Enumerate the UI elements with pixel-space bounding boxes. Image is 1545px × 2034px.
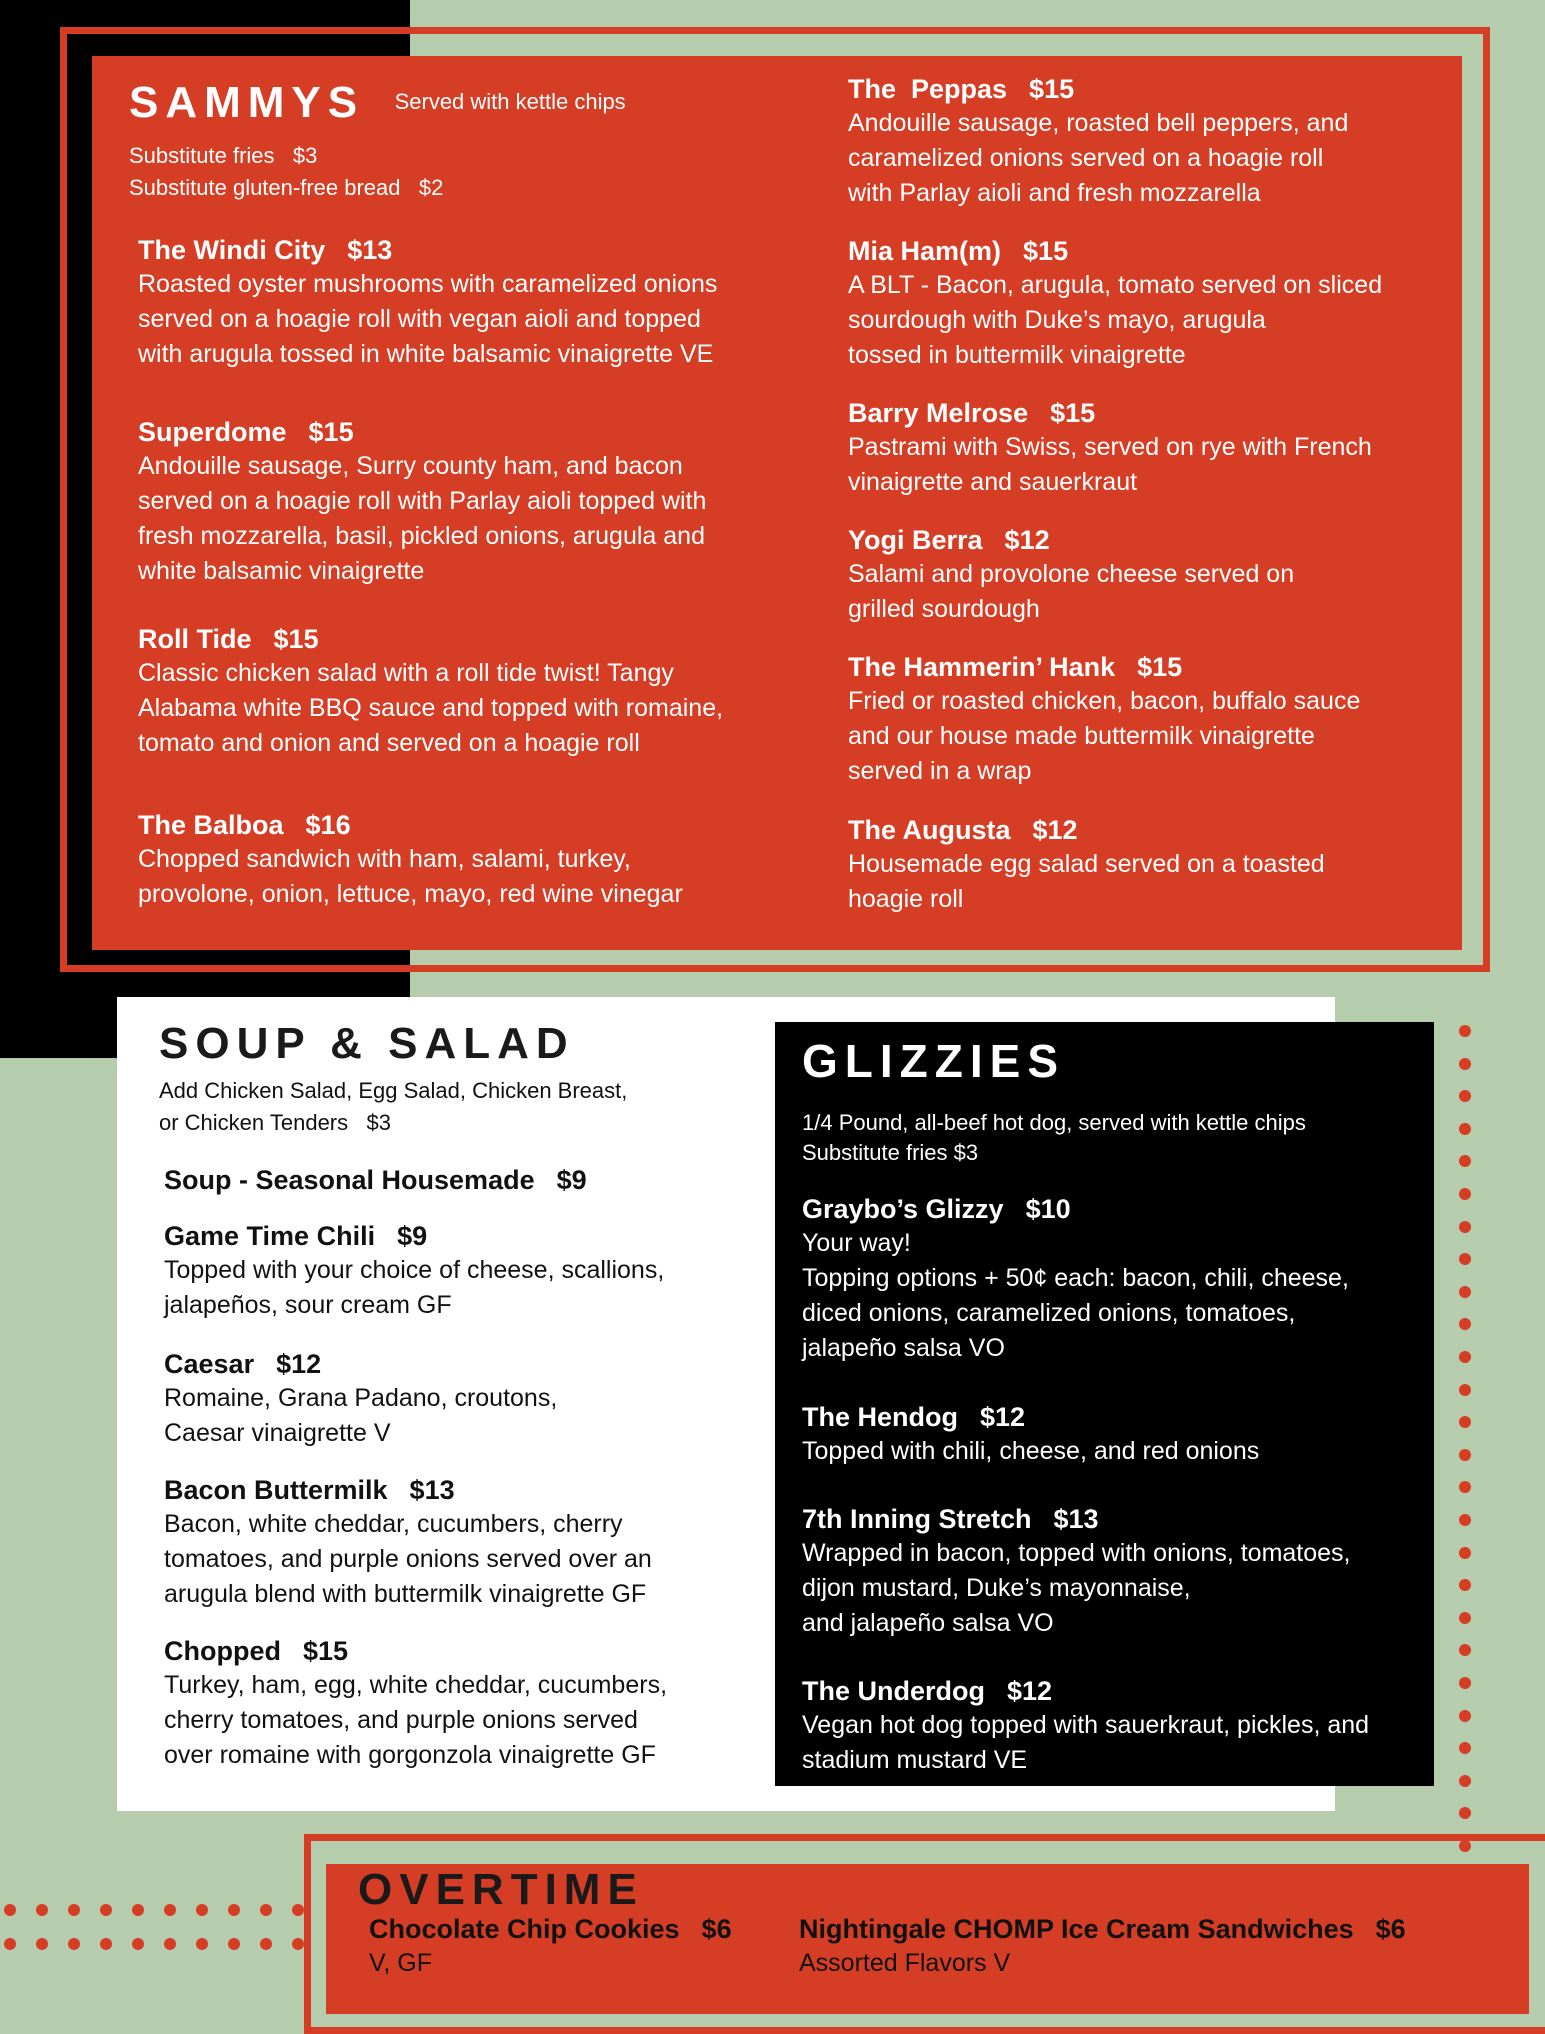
item-desc: Roasted oyster mushrooms with caramelized onions xyxy=(138,270,718,298)
item-name: Barry Melrose xyxy=(848,398,1029,428)
decor-dot xyxy=(1459,1775,1471,1787)
menu-item xyxy=(164,1347,557,1451)
item-desc: tossed in buttermilk vinaigrette xyxy=(848,341,1186,369)
item-price: $15 xyxy=(273,624,319,654)
item-price: $9 xyxy=(397,1221,428,1251)
item-name: Soup - Seasonal Housemade xyxy=(164,1165,535,1195)
item-desc: served on a hoagie roll with vegan aioli and topped xyxy=(138,305,701,333)
item-desc: Assorted Flavors V xyxy=(799,1949,1011,1977)
menu-item xyxy=(802,1674,1369,1778)
item-desc: Andouille sausage, roasted bell peppers, and xyxy=(848,109,1349,137)
item-desc: Romaine, Grana Padano, croutons, xyxy=(164,1384,558,1412)
menu-item xyxy=(802,1192,1349,1366)
item-desc: Vegan hot dog topped with sauerkraut, pickles, and xyxy=(802,1711,1370,1739)
decor-dot xyxy=(1459,1514,1471,1526)
decor-dot xyxy=(1459,1807,1471,1819)
item-desc: dijon mustard, Duke’s mayonnaise, xyxy=(802,1574,1191,1602)
item-price: $10 xyxy=(1025,1194,1071,1224)
item-desc: fresh mozzarella, basil, pickled onions, arugula and xyxy=(138,522,705,550)
item-desc: Andouille sausage, Surry county ham, and bacon xyxy=(138,452,683,480)
item-desc: Your way! xyxy=(802,1229,911,1257)
item-price: $15 xyxy=(308,417,354,447)
item-name: The Balboa xyxy=(138,810,284,840)
decor-dot xyxy=(1459,1221,1471,1233)
item-name: The Augusta xyxy=(848,815,1011,845)
item-desc: with Parlay aioli and fresh mozzarella xyxy=(848,179,1261,207)
item-name: Game Time Chili xyxy=(164,1221,376,1251)
menu-item xyxy=(848,234,1382,373)
item-desc: hoagie roll xyxy=(848,885,964,913)
item-name: Nightingale CHOMP Ice Cream Sandwiches xyxy=(799,1914,1354,1944)
item-desc: Fried or roasted chicken, bacon, buffalo sauce xyxy=(848,687,1361,715)
decor-dot xyxy=(1459,1025,1471,1037)
item-desc: with arugula tossed in white balsamic vinaigrette VE xyxy=(138,340,714,368)
decor-dot xyxy=(100,1938,112,1950)
item-name: The Underdog xyxy=(802,1676,985,1706)
decor-dot xyxy=(132,1938,144,1950)
item-price: $6 xyxy=(1375,1914,1406,1944)
decor-dot xyxy=(132,1904,144,1916)
item-name: Roll Tide xyxy=(138,624,252,654)
item-desc: cherry tomatoes, and purple onions served xyxy=(164,1706,638,1734)
decor-dot xyxy=(1459,1449,1471,1461)
item-desc: Alabama white BBQ sauce and topped with romaine, xyxy=(138,694,724,722)
item-price: $15 xyxy=(1023,236,1069,266)
decor-dot xyxy=(260,1904,272,1916)
decor-dot xyxy=(1459,1090,1471,1102)
item-desc: tomato and onion and served on a hoagie roll xyxy=(138,729,640,757)
decor-dot xyxy=(1459,1481,1471,1493)
decor-dot xyxy=(1459,1155,1471,1167)
item-desc: and jalapeño salsa VO xyxy=(802,1609,1054,1637)
item-price: $16 xyxy=(305,810,351,840)
decor-dot xyxy=(228,1904,240,1916)
sammys-note-gluten-free: Substitute gluten-free bread $2 xyxy=(129,175,444,200)
item-name: Caesar xyxy=(164,1349,255,1379)
item-desc: jalapeños, sour cream GF xyxy=(164,1291,452,1319)
item-price: $12 xyxy=(1007,1676,1053,1706)
decor-dot xyxy=(1459,1384,1471,1396)
decor-dot xyxy=(1459,1547,1471,1559)
item-price: $13 xyxy=(1053,1504,1099,1534)
sammys-section xyxy=(92,56,1462,950)
item-name: Superdome xyxy=(138,417,287,447)
menu-item xyxy=(138,415,706,589)
item-desc: Topped with chili, cheese, and red onions xyxy=(802,1437,1260,1465)
item-desc: diced onions, caramelized onions, tomatoes, xyxy=(802,1299,1296,1327)
menu-item xyxy=(802,1502,1351,1641)
menu-item xyxy=(164,1634,667,1773)
item-desc: sourdough with Duke’s mayo, arugula xyxy=(848,306,1266,334)
decor-dot xyxy=(36,1904,48,1916)
item-name: Graybo’s Glizzy xyxy=(802,1194,1004,1224)
item-price: $15 xyxy=(1137,652,1183,682)
item-price: $15 xyxy=(302,1636,349,1666)
overtime-section xyxy=(326,1864,1529,2014)
item-desc: caramelized onions served on a hoagie roll xyxy=(848,144,1324,172)
item-desc: Bacon, white cheddar, cucumbers, cherry xyxy=(164,1510,623,1538)
decor-dot xyxy=(1459,1123,1471,1135)
item-name: Chocolate Chip Cookies xyxy=(369,1914,680,1944)
item-name: The Hendog xyxy=(802,1402,958,1432)
item-name: The Peppas xyxy=(848,74,1008,104)
menu-item xyxy=(138,808,683,912)
item-name: The Hammerin’ Hank xyxy=(848,652,1116,682)
item-price: $9 xyxy=(556,1165,587,1195)
item-price: $13 xyxy=(409,1475,455,1505)
glizzies-note: 1/4 Pound, all-beef hot dog, served with kettle chips xyxy=(802,1110,1306,1135)
item-desc: Topping options + 50¢ each: bacon, chili, cheese, xyxy=(802,1264,1349,1292)
decor-dot xyxy=(1459,1710,1471,1722)
menu-item xyxy=(138,233,717,372)
item-desc: Wrapped in bacon, topped with onions, tomatoes, xyxy=(802,1539,1351,1567)
item-desc: and our house made buttermilk vinaigrette xyxy=(848,722,1315,750)
item-desc: arugula blend with buttermilk vinaigrette GF xyxy=(164,1580,647,1608)
menu-item xyxy=(799,1912,1406,1981)
menu-item xyxy=(848,396,1372,500)
item-desc: Pastrami with Swiss, served on rye with French xyxy=(848,433,1372,461)
decor-dot xyxy=(196,1904,208,1916)
menu-item xyxy=(802,1400,1259,1469)
item-desc: Turkey, ham, egg, white cheddar, cucumbers, xyxy=(164,1671,668,1699)
item-desc: stadium mustard VE xyxy=(802,1746,1028,1774)
menu-item xyxy=(848,523,1294,627)
item-name: Chopped xyxy=(164,1636,281,1666)
item-desc: Caesar vinaigrette V xyxy=(164,1419,391,1447)
item-desc: Topped with your choice of cheese, scallions, xyxy=(164,1256,665,1284)
item-price: $12 xyxy=(1032,815,1078,845)
item-price: $12 xyxy=(276,1349,322,1379)
item-name: Bacon Buttermilk xyxy=(164,1475,388,1505)
glizzies-title: GLIZZIES xyxy=(802,1035,1065,1087)
menu-item xyxy=(164,1219,664,1323)
item-desc: white balsamic vinaigrette xyxy=(138,557,425,585)
decor-dot xyxy=(1459,1677,1471,1689)
decor-dot xyxy=(1459,1351,1471,1363)
menu-item xyxy=(369,1912,732,1981)
decor-dot xyxy=(1459,1742,1471,1754)
decor-dot xyxy=(1459,1612,1471,1624)
item-price: $6 xyxy=(701,1914,732,1944)
soup-salad-note: Add Chicken Salad, Egg Salad, Chicken Breast, xyxy=(159,1078,628,1103)
glizzies-section xyxy=(775,1022,1434,1786)
decor-dot xyxy=(68,1938,80,1950)
overtime-title: OVERTIME xyxy=(358,1865,644,1914)
item-desc: grilled sourdough xyxy=(848,595,1040,623)
decor-dot xyxy=(1459,1416,1471,1428)
sammys-title: SAMMYS xyxy=(129,78,365,127)
item-desc: Classic chicken salad with a roll tide twist! Tangy xyxy=(138,659,674,687)
sammys-subtitle: Served with kettle chips xyxy=(394,89,626,114)
menu-item xyxy=(164,1163,587,1197)
decor-dot xyxy=(1459,1188,1471,1200)
item-price: $13 xyxy=(347,235,393,265)
item-desc: tomatoes, and purple onions served over an xyxy=(164,1545,652,1573)
decor-dot xyxy=(1459,1253,1471,1265)
menu-item xyxy=(848,72,1348,211)
decor-dot xyxy=(260,1938,272,1950)
item-desc: served on a hoagie roll with Parlay aioli topped with xyxy=(138,487,707,515)
decor-dot xyxy=(1459,1579,1471,1591)
menu-item xyxy=(138,622,723,761)
item-desc: vinaigrette and sauerkraut xyxy=(848,468,1138,496)
item-desc: served in a wrap xyxy=(848,757,1032,785)
decor-dot xyxy=(4,1904,16,1916)
decor-dot xyxy=(36,1938,48,1950)
decor-dot xyxy=(4,1938,16,1950)
decor-dot xyxy=(1459,1644,1471,1656)
item-name: 7th Inning Stretch xyxy=(802,1504,1032,1534)
decor-dot xyxy=(228,1938,240,1950)
decor-dot xyxy=(196,1938,208,1950)
item-name: The Windi City xyxy=(138,235,326,265)
menu-item xyxy=(164,1473,652,1612)
menu-item xyxy=(848,650,1360,789)
item-desc: jalapeño salsa VO xyxy=(802,1334,1005,1362)
decor-dot xyxy=(100,1904,112,1916)
item-price: $15 xyxy=(1050,398,1096,428)
decor-dot xyxy=(1459,1318,1471,1330)
item-name: Yogi Berra xyxy=(848,525,983,555)
glizzies-note: Substitute fries $3 xyxy=(802,1140,979,1165)
soup-salad-title: SOUP & SALAD xyxy=(159,1019,575,1068)
item-desc: Salami and provolone cheese served on xyxy=(848,560,1295,588)
item-name: Mia Ham(m) xyxy=(848,236,1002,266)
menu-item xyxy=(848,813,1325,917)
decor-dot xyxy=(1459,1286,1471,1298)
sammys-note-fries: Substitute fries $3 xyxy=(129,143,318,168)
item-price: $12 xyxy=(1004,525,1050,555)
decor-dot xyxy=(164,1938,176,1950)
item-desc: over romaine with gorgonzola vinaigrette GF xyxy=(164,1741,656,1769)
item-desc: A BLT - Bacon, arugula, tomato served on sliced xyxy=(848,271,1383,299)
item-desc: Chopped sandwich with ham, salami, turkey, xyxy=(138,845,631,873)
item-desc: provolone, onion, lettuce, mayo, red wine vinegar xyxy=(138,880,683,908)
soup-salad-note: or Chicken Tenders $3 xyxy=(159,1110,391,1135)
decor-dot xyxy=(1459,1058,1471,1070)
item-desc: V, GF xyxy=(369,1949,432,1977)
decor-dot xyxy=(68,1904,80,1916)
decor-dot xyxy=(292,1904,304,1916)
decor-dot xyxy=(292,1938,304,1950)
item-desc: Housemade egg salad served on a toasted xyxy=(848,850,1325,878)
item-price: $12 xyxy=(980,1402,1026,1432)
decor-dot xyxy=(164,1904,176,1916)
item-price: $15 xyxy=(1029,74,1075,104)
